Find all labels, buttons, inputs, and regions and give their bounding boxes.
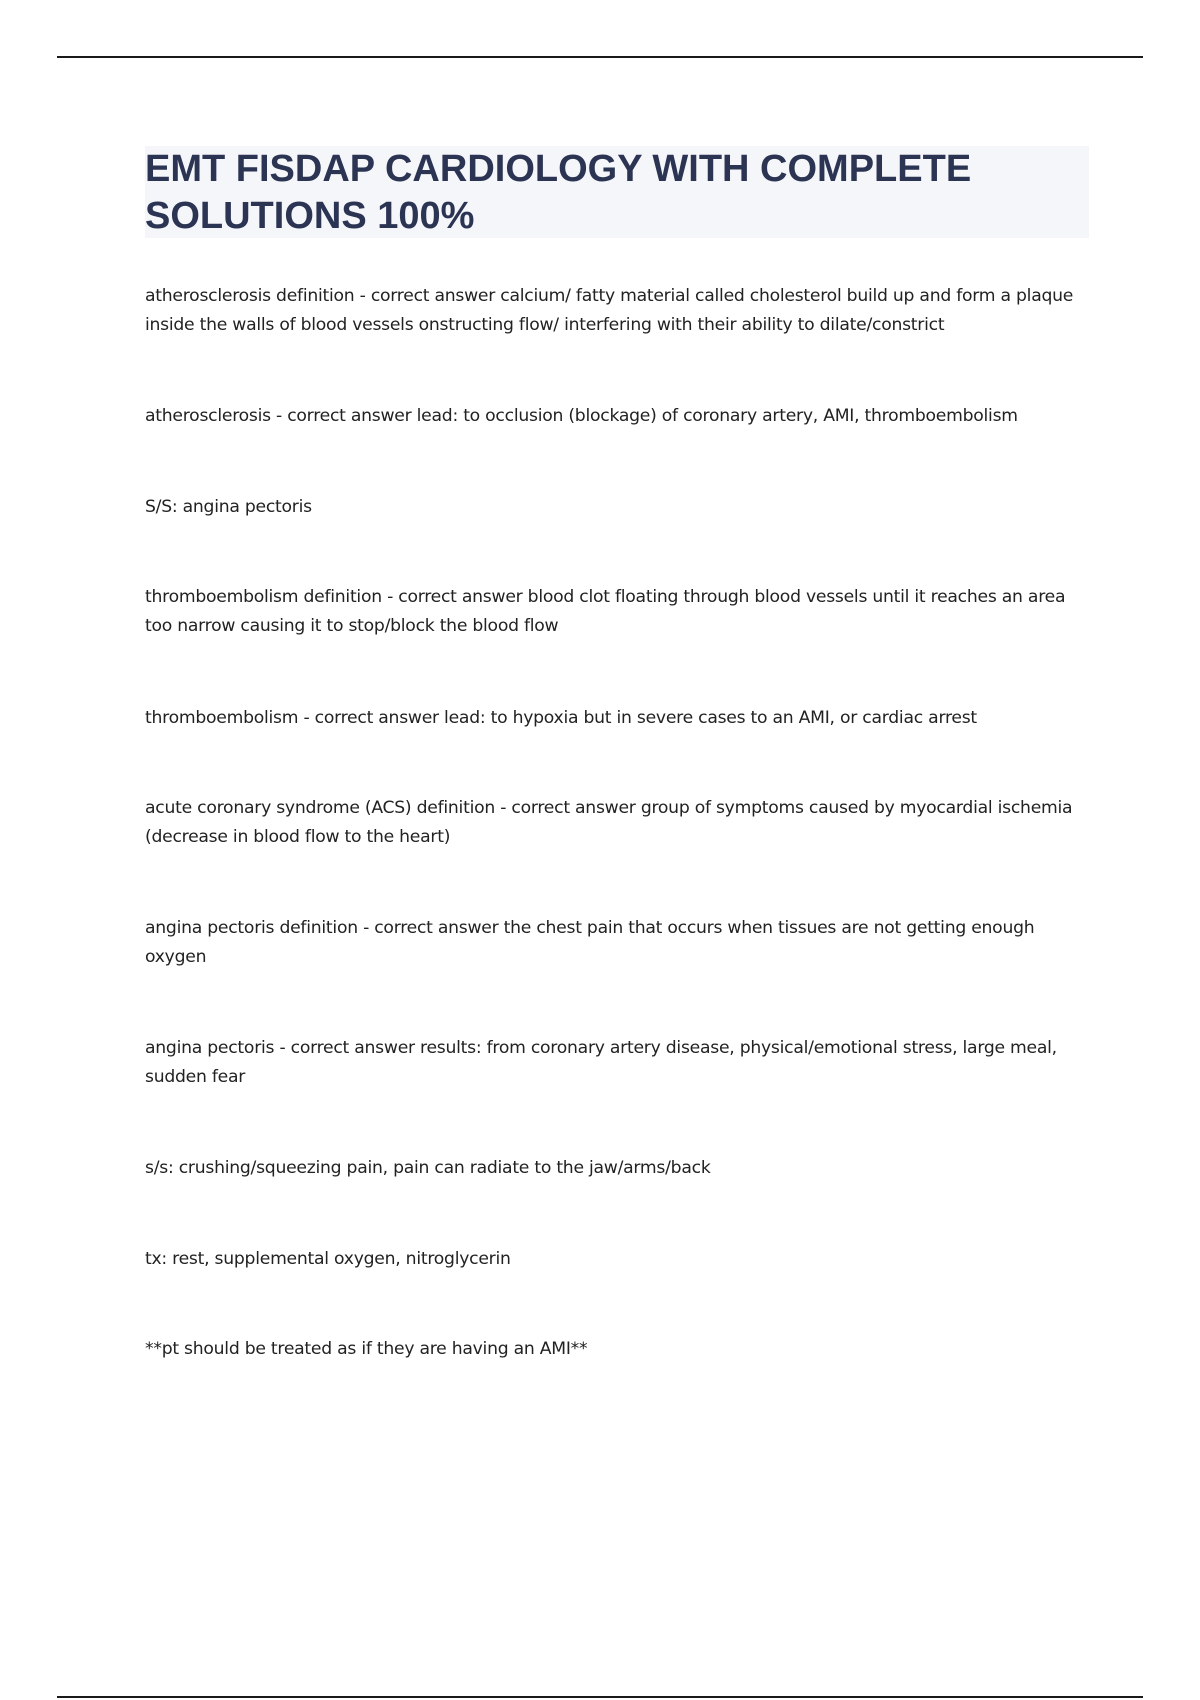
top-rule	[57, 56, 1143, 58]
entry-treatment-note: **pt should be treated as if they are having an AMI**	[145, 1339, 588, 1359]
entry-thromboembolism-definition: thromboembolism definition - correct answer blood clot floating through blood vessels until it reaches an area too narrow causing it to stop/block the blood flow	[145, 587, 1066, 636]
entry-atherosclerosis-ss: S/S: angina pectoris	[145, 497, 312, 517]
entry-acs-definition: acute coronary syndrome (ACS) definition - correct answer group of symptoms caused by myocardial ischemia (decrease in blood flow to the heart)	[145, 798, 1073, 847]
entry-atherosclerosis: atherosclerosis - correct answer lead: to occlusion (blockage) of coronary artery, AMI, thromboembolism	[145, 406, 1018, 426]
entry-angina-pectoris: angina pectoris - correct answer results: from coronary artery disease, physical/emotional stress, large meal, sudden fear	[145, 1038, 1057, 1087]
bottom-rule	[57, 1696, 1143, 1698]
document-title: EMT FISDAP CARDIOLOGY WITH COMPLETE SOLUTIONS 100%	[145, 148, 972, 237]
entry-thromboembolism: thromboembolism - correct answer lead: to hypoxia but in severe cases to an AMI, or cardiac arrest	[145, 708, 977, 728]
entry-angina-tx: tx: rest, supplemental oxygen, nitroglycerin	[145, 1249, 511, 1269]
title-block	[145, 146, 1089, 238]
entry-atherosclerosis-definition: atherosclerosis definition - correct answer calcium/ fatty material called cholesterol build up and form a plaque inside the walls of blood vessels onstructing flow/ interfering with their ability to dilate/constrict	[145, 286, 1074, 335]
entry-angina-definition: angina pectoris definition - correct answer the chest pain that occurs when tissues are not getting enough oxygen	[145, 918, 1035, 967]
entry-angina-ss: s/s: crushing/squeezing pain, pain can radiate to the jaw/arms/back	[145, 1158, 711, 1178]
